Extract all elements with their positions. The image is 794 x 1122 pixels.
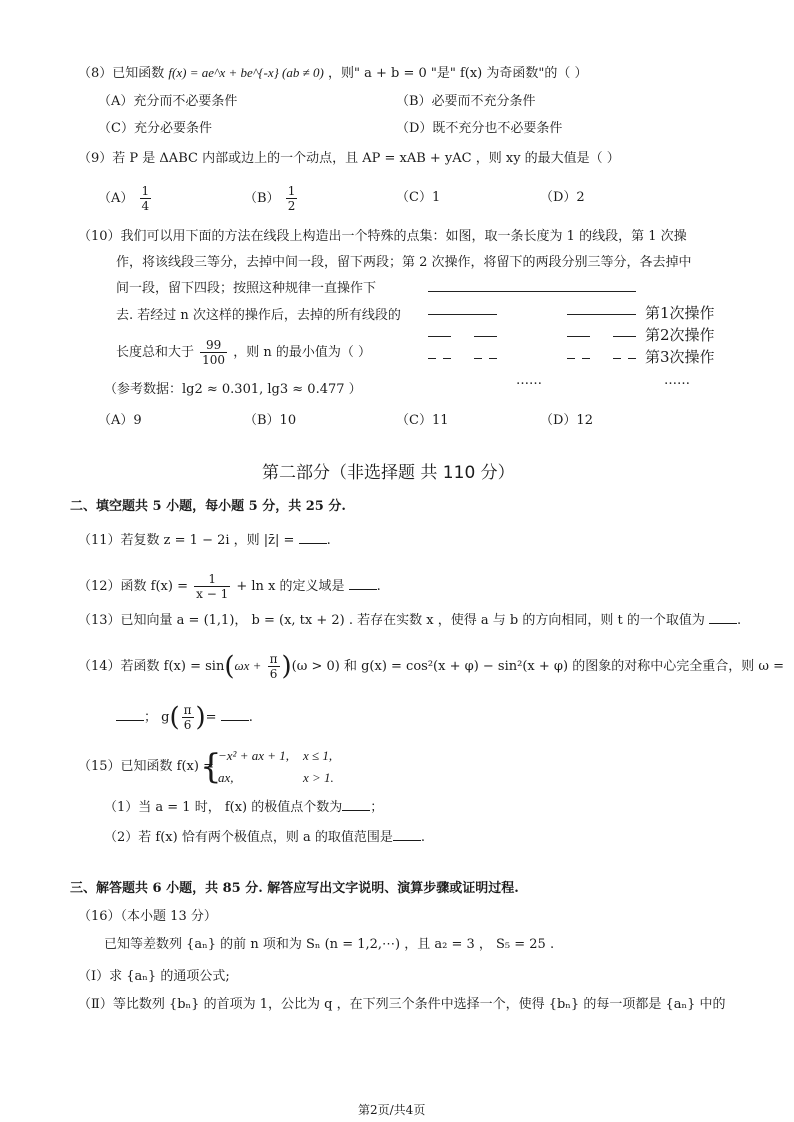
q9-option-d: （D）2 — [540, 190, 585, 205]
q15-sub1: （1）当 a = 1 时， f(x) 的极值点个数为 ； — [104, 800, 384, 815]
q9-option-b: （B） $\frac{1}{2}$ — [244, 184, 296, 213]
q8-stem-mid: ，则" a + b = 0 "是" f(x) 为奇函数"的（ ） — [327, 66, 588, 81]
op2-label: 第2次操作 — [645, 326, 715, 344]
q16-part2: （Ⅱ）等比数列 {bₙ} 的首项为 1，公比为 q ，在下列三个条件中选择一个，使得 {bₙ} 的每一项都是 {aₙ} 中的 — [78, 997, 726, 1012]
q12-fraction: $\frac{1}{x - 1}$ — [196, 572, 229, 601]
op3-segment-6 — [582, 358, 590, 359]
op1-segment-left — [428, 314, 497, 315]
q15-case2-expr: ax, — [218, 770, 234, 785]
q10-option-a: （A）9 — [98, 413, 142, 428]
q10-option-c: （C）11 — [396, 413, 449, 428]
op3-segment-3 — [474, 358, 482, 359]
q9-option-a: （A） $\frac{1}{4}$ — [98, 184, 150, 213]
section2-heading: 二、填空题共 5 小题，每小题 5 分，共 25 分. — [70, 499, 346, 514]
q14-line2: ； g( $\frac{\pi}{6}$ )= . — [116, 703, 253, 732]
q10-line2: 作，将该线段三等分，去掉中间一段，留下两段；第 2 次操作，将留下的两段分别三等分，各去掉中 — [116, 255, 692, 270]
q13-blank — [709, 611, 737, 624]
q14-blank-omega — [116, 708, 144, 721]
q10-fraction: $\frac{99}{100}$ — [202, 338, 226, 367]
op1-segment-right — [567, 314, 636, 315]
q10-line1: （10）我们可以用下面的方法在线段上构造出一个特殊的点集：如图，取一条长度为 1 的线段，第 1 次操 — [78, 229, 687, 244]
q12: （12）函数 f(x) = $\frac{1}{x - 1}$ + ln x 的定义域是 . — [78, 572, 381, 601]
op3-segment-8 — [628, 358, 636, 359]
q10-line5: 长度总和大于 $\frac{99}{100}$ ，则 n 的最小值为（ ） — [116, 338, 371, 367]
q16-header: （16）（本小题 13 分） — [78, 909, 217, 924]
op3-segment-4 — [489, 358, 497, 359]
q14-g-fraction: $\frac{\pi}{6}$ — [183, 703, 192, 732]
q9-option-c: （C）1 — [396, 190, 441, 205]
q14-line1: （14）若函数 f(x) = sin(ωx + $\frac{\pi}{6}$ )(ω > 0) 和 g(x) = cos²(x + φ) − sin²(x + φ) 的图象的对称中心完全重合，则 ω = — [78, 651, 784, 682]
q8-formula: f(x) = ae^x + be^{-x} (ab ≠ 0) — [168, 65, 324, 80]
q16-stem: 已知等差数列 {aₙ} 的前 n 项和为 Sₙ (n = 1,2,⋯) ，且 a₂ = 3 ， S₅ = 25 . — [104, 937, 555, 952]
op3-label: 第3次操作 — [645, 348, 715, 366]
q10-line4: 去. 若经过 n 次这样的操作后，去掉的所有线段的 — [116, 308, 401, 323]
op2-segment-4 — [613, 336, 636, 337]
q8-option-a: （A）充分而不必要条件 — [98, 94, 238, 109]
q15-case1-expr: −x² + ax + 1, — [218, 748, 290, 763]
q15-blank-2 — [393, 828, 421, 841]
q15-sub2: （2）若 f(x) 恰有两个极值点，则 a 的取值范围是 . — [104, 830, 425, 845]
dots-left: …… — [516, 373, 542, 388]
q15-prefix: （15）已知函数 f(x) = — [78, 759, 214, 774]
q10-option-d: （D）12 — [540, 413, 593, 428]
q8-option-d: （D）既不充分也不必要条件 — [396, 121, 563, 136]
op3-segment-2 — [443, 358, 451, 359]
q9-stem: （9）若 P 是 ΔABC 内部或边上的一个动点，且 AP = xAB + yAC ，则 xy 的最大值是（ ） — [78, 151, 620, 166]
op1-label: 第1次操作 — [645, 304, 715, 322]
q14-blank-g — [221, 708, 249, 721]
q12-blank — [349, 577, 377, 590]
q13: （13）已知向量 a = (1,1)， b = (x, tx + 2) . 若存在实数 x ，使得 a 与 b 的方向相同，则 t 的一个取值为 . — [78, 613, 742, 628]
page-footer: 第2页/共4页 — [358, 1103, 426, 1117]
q10-option-b: （B）10 — [244, 413, 297, 428]
q16-part1: （Ⅰ）求 {aₙ} 的通项公式; — [78, 969, 230, 984]
q15-case1-cond: x ≤ 1, — [303, 748, 333, 763]
op3-segment-1 — [428, 358, 436, 359]
q8-stem — [78, 64, 588, 83]
q15-case2-cond: x > 1. — [303, 770, 334, 785]
q8-option-c: （C）充分必要条件 — [98, 121, 212, 136]
q11: （11）若复数 z = 1 − 2i ，则 |z̄| = . — [78, 533, 331, 548]
part2-title: 第二部分（非选择题 共 110 分） — [262, 463, 515, 483]
q15-blank-1 — [342, 798, 370, 811]
op3-segment-5 — [567, 358, 575, 359]
q11-blank — [299, 531, 327, 544]
op0-segment — [428, 291, 636, 292]
q8-prefix: （8）已知函数 — [78, 66, 165, 81]
op2-segment-2 — [474, 336, 497, 337]
q9-b-fraction: $\frac{1}{2}$ — [287, 184, 296, 213]
q15-brace: { — [200, 747, 222, 787]
q10-line3: 间一段，留下四段；按照这种规律一直操作下 — [116, 281, 377, 296]
q10-reference: （参考数据：lg2 ≈ 0.301, lg3 ≈ 0.477 ） — [104, 382, 362, 397]
q14-pi-fraction: $\frac{\pi}{6}$ — [269, 652, 278, 681]
section3-heading: 三、解答题共 6 小题，共 85 分. 解答应写出文字说明、演算步骤或证明过程. — [70, 881, 519, 896]
q8-option-b: （B）必要而不充分条件 — [396, 94, 536, 109]
op2-segment-1 — [428, 336, 451, 337]
q9-a-fraction: $\frac{1}{4}$ — [141, 184, 150, 213]
dots-right: …… — [664, 373, 690, 388]
op3-segment-7 — [613, 358, 621, 359]
op2-segment-3 — [567, 336, 590, 337]
